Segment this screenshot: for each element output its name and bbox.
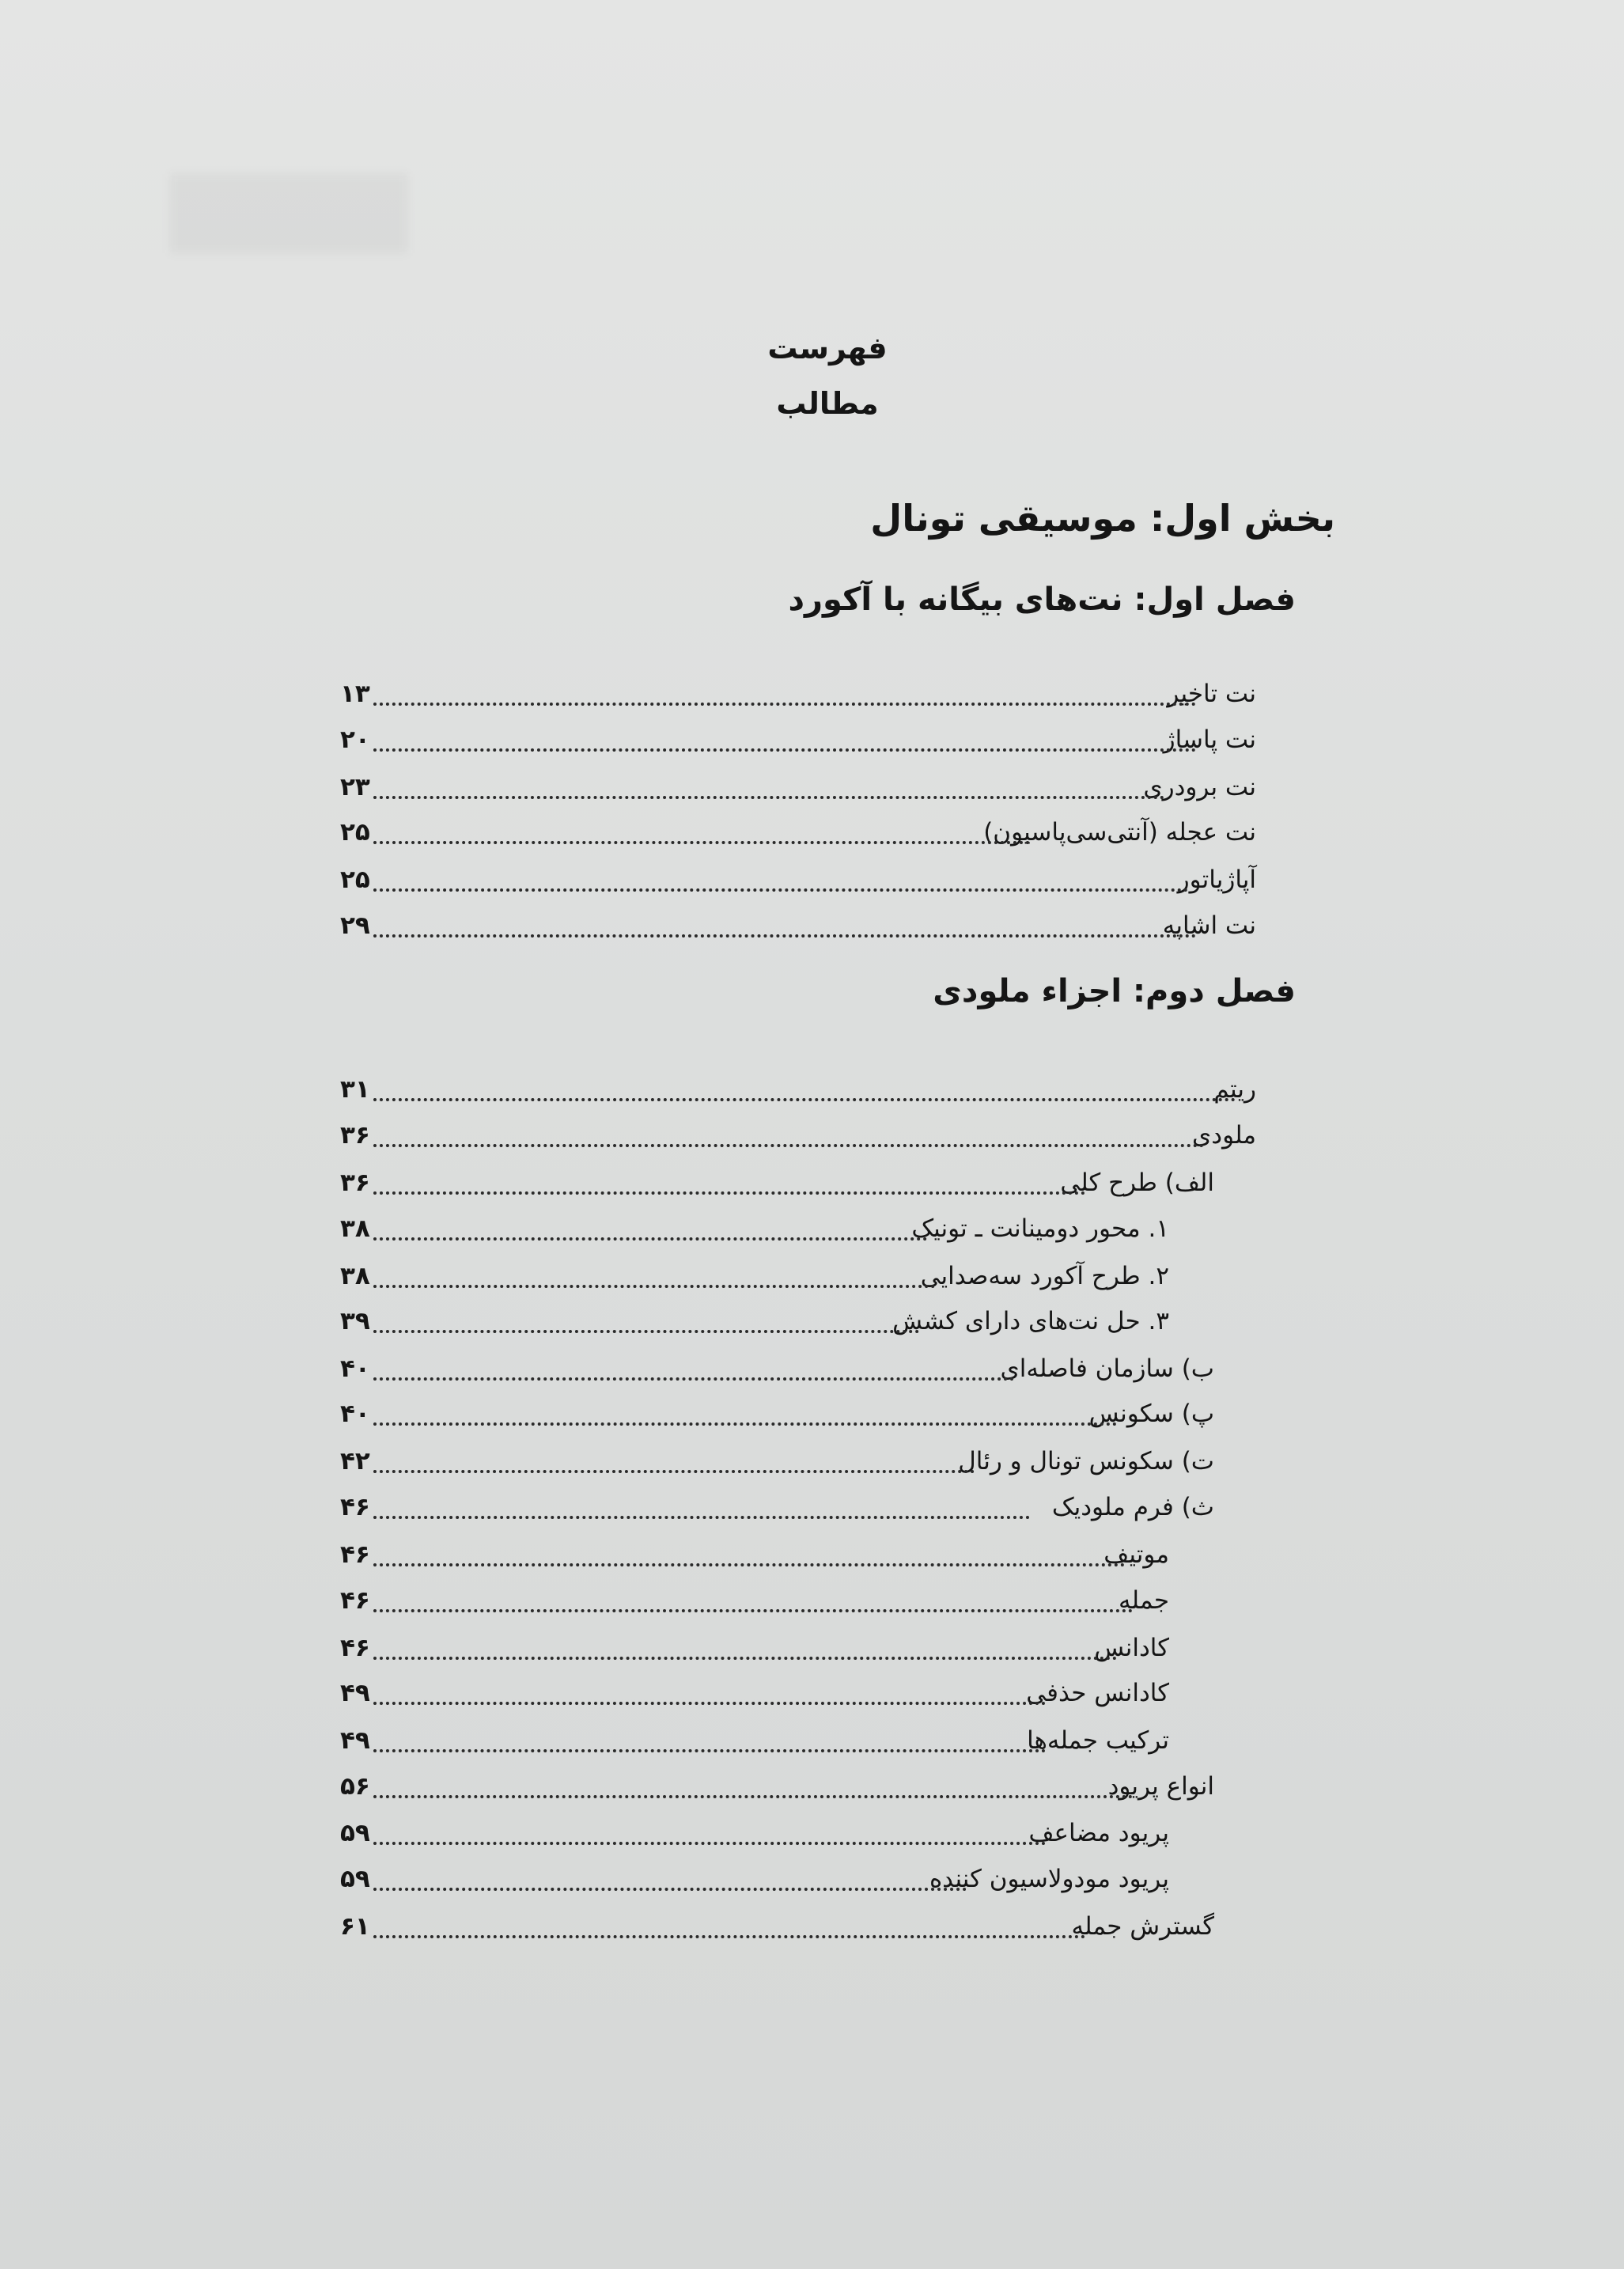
dot-leader xyxy=(373,1330,919,1333)
toc-entry[interactable] xyxy=(340,1256,1169,1296)
dot-leader xyxy=(373,796,1164,799)
toc-entry-page-number: ۴۶ xyxy=(340,1586,370,1615)
toc-entry[interactable] xyxy=(340,1721,1169,1760)
chapter-2-heading: فصل دوم: اجزاء ملودی xyxy=(933,973,1296,1009)
toc-entry-page-number: ۲۰ xyxy=(340,725,370,754)
part-heading: بخش اول: موسیقی تونال xyxy=(870,497,1335,540)
toc-entry-label: الف) طرح کلی xyxy=(1060,1169,1214,1197)
dot-leader xyxy=(373,1144,1204,1147)
dot-leader xyxy=(373,841,1030,844)
toc-entry[interactable] xyxy=(340,674,1256,714)
toc-entry-label: ب) سازمان فاصله‌ای xyxy=(1000,1354,1214,1383)
show-through-shadow xyxy=(170,174,407,253)
dot-leader xyxy=(373,934,1196,938)
toc-entry[interactable] xyxy=(340,1673,1169,1713)
toc-entry[interactable] xyxy=(340,1349,1214,1388)
toc-entry-label: ۳. حل نت‌های دارای کشش xyxy=(892,1307,1169,1335)
dot-leader xyxy=(373,1935,1085,1938)
toc-entry-page-number: ۳۶ xyxy=(340,1169,370,1197)
toc-entry-label: نت عجله (آنتی‌سی‌پاسیون) xyxy=(983,818,1256,847)
toc-entry[interactable] xyxy=(340,1535,1169,1574)
toc-entry-label: ت) سکونس تونال و رئال xyxy=(958,1447,1214,1475)
toc-entry[interactable] xyxy=(340,1907,1214,1946)
dot-leader xyxy=(373,1702,1046,1705)
toc-entry-label: گسترش جمله xyxy=(1071,1912,1214,1941)
toc-entry[interactable] xyxy=(340,720,1256,759)
toc-entry-label: ث) فرم ملودیک xyxy=(1051,1493,1214,1521)
dot-leader xyxy=(373,1609,1133,1612)
toc-entry-page-number: ۲۵ xyxy=(340,866,370,894)
dot-leader xyxy=(373,1563,1125,1566)
toc-entry-label: نت تاخیر xyxy=(1167,680,1256,708)
toc-entry-label: کادانس xyxy=(1094,1634,1169,1662)
toc-entry-label: نت برودری xyxy=(1143,773,1256,801)
toc-entry[interactable] xyxy=(340,1767,1214,1806)
toc-entry-label: انواع پریود xyxy=(1107,1772,1214,1801)
toc-entry-page-number: ۴۰ xyxy=(340,1400,370,1428)
toc-entry-page-number: ۲۹ xyxy=(340,911,370,940)
dot-leader xyxy=(373,703,1196,706)
toc-entry-label: موتیف xyxy=(1103,1540,1169,1569)
toc-entry-page-number: ۳۹ xyxy=(340,1307,370,1335)
toc-entry[interactable] xyxy=(340,1163,1214,1203)
toc-entry-label: پریود مودولاسیون کننده xyxy=(929,1865,1169,1893)
toc-entry[interactable] xyxy=(340,1441,1214,1481)
toc-entry[interactable] xyxy=(340,813,1256,852)
toc-entry-page-number: ۵۶ xyxy=(340,1772,370,1801)
toc-entry-page-number: ۴۶ xyxy=(340,1634,370,1662)
dot-leader xyxy=(373,1795,1133,1798)
toc-entry-page-number: ۵۹ xyxy=(340,1865,370,1893)
toc-entry-page-number: ۲۳ xyxy=(340,773,370,801)
toc-entry[interactable] xyxy=(340,1394,1214,1434)
toc-entry-page-number: ۴۶ xyxy=(340,1540,370,1569)
toc-entry-page-number: ۵۹ xyxy=(340,1819,370,1847)
toc-entry-label: ریتم xyxy=(1213,1075,1256,1104)
toc-entry-page-number: ۴۹ xyxy=(340,1679,370,1707)
toc-entry-page-number: ۳۱ xyxy=(340,1075,370,1104)
toc-entry[interactable] xyxy=(340,906,1256,945)
dot-leader xyxy=(373,888,1188,892)
toc-entry-label: آپاژیاتور xyxy=(1177,866,1256,894)
toc-entry-label: نت اشاپه xyxy=(1162,911,1256,940)
toc-entry-page-number: ۳۶ xyxy=(340,1121,370,1150)
toc-entry-label: ترکیب جمله‌ها xyxy=(1027,1726,1169,1755)
toc-entry[interactable] xyxy=(340,1628,1169,1668)
toc-entry[interactable] xyxy=(340,1301,1169,1341)
dot-leader xyxy=(373,1422,1117,1426)
toc-entry-page-number: ۴۲ xyxy=(340,1447,370,1475)
dot-leader xyxy=(373,1842,1046,1845)
dot-leader xyxy=(373,1749,1046,1752)
toc-entry-page-number: ۳۸ xyxy=(340,1262,370,1290)
toc-entry-label: نت پاساژ xyxy=(1163,725,1256,754)
toc-entry-label: پ) سکونس xyxy=(1088,1400,1214,1428)
toc-entry[interactable] xyxy=(340,1209,1169,1248)
toc-entry[interactable] xyxy=(340,1581,1169,1620)
dot-leader xyxy=(373,1098,1236,1101)
dot-leader xyxy=(373,1516,1030,1519)
dot-leader xyxy=(373,1377,1014,1381)
toc-entry-page-number: ۲۵ xyxy=(340,818,370,847)
toc-entry[interactable] xyxy=(340,767,1256,807)
toc-entry-label: جمله xyxy=(1119,1586,1169,1615)
toc-entry[interactable] xyxy=(340,1813,1169,1853)
toc-entry-page-number: ۶۱ xyxy=(340,1912,370,1941)
toc-entry[interactable] xyxy=(340,1859,1169,1899)
toc-entry-page-number: ۴۶ xyxy=(340,1493,370,1521)
dot-leader xyxy=(373,1237,927,1241)
toc-entry-page-number: ۳۸ xyxy=(340,1214,370,1243)
toc-entry[interactable] xyxy=(340,1070,1256,1109)
dot-leader xyxy=(373,1285,935,1288)
dot-leader xyxy=(373,1191,1085,1195)
toc-entry-label: کادانس حذفی xyxy=(1026,1679,1169,1707)
toc-entry[interactable] xyxy=(340,1116,1256,1155)
chapter-1-heading: فصل اول: نت‌های بیگانه با آکورد xyxy=(788,581,1296,618)
toc-entry[interactable] xyxy=(340,860,1256,900)
dot-leader xyxy=(373,1888,967,1891)
toc-entry-label: ۱. محور دومینانت ـ تونیک xyxy=(911,1214,1169,1243)
toc-entry-page-number: ۴۹ xyxy=(340,1726,370,1755)
dot-leader xyxy=(373,748,1196,752)
toc-entry-page-number: ۱۳ xyxy=(340,680,370,708)
dot-leader xyxy=(373,1470,975,1473)
toc-entry-label: ۲. طرح آکورد سه‌صدایی xyxy=(920,1262,1169,1290)
dot-leader xyxy=(373,1657,1117,1660)
toc-entry-page-number: ۴۰ xyxy=(340,1354,370,1383)
toc-entry-label: ملودی xyxy=(1192,1121,1256,1150)
toc-entry[interactable] xyxy=(340,1487,1214,1527)
page-title: فهرست مطالب xyxy=(767,331,888,421)
toc-entry-label: پریود مضاعف xyxy=(1028,1819,1169,1847)
